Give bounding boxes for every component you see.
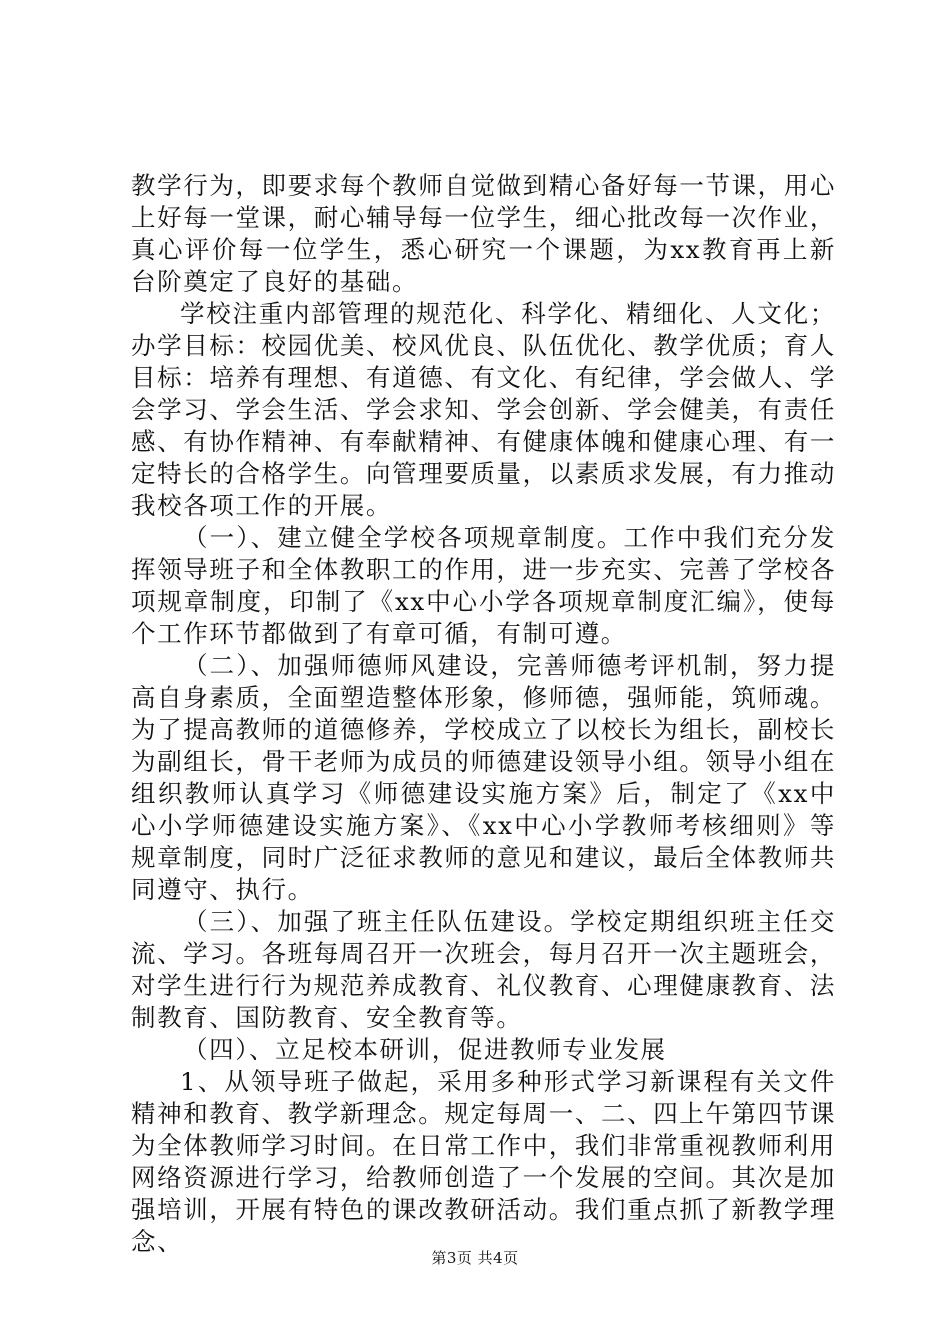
paragraph-item-one: 1、从领导班子做起，采用多种形式学习新课程有关文件精神和教育、教学新理念。规定每周一、二、四上午第四节课为全体教师学习时间。在日常工作中，我们非常重视教师利用网络资源进行学习，给教师创造了一个发展的空间。其次是加强培训，开展有特色的课改教研活动。我们重点抓了新教学理念、 xyxy=(131,1067,836,1256)
paragraph-teaching-behavior: 教学行为，即要求每个教师自觉做到精心备好每一节课，用心上好每一堂课，耐心辅导每一位学生，细心批改每一次作业，真心评价每一位学生，悉心研究一个课题，为xx教育再上新台阶奠定了良好的基础。 xyxy=(131,171,836,296)
paragraph-section-four-heading: （四）、立足校本研训，促进教师专业发展 xyxy=(183,1035,667,1064)
document-body xyxy=(131,170,836,1258)
paragraph-section-one: （一）、建立健全学校各项规章制度。工作中我们充分发挥领导班子和全体教职工的作用，进一步充实、完善了学校各项规章制度，印制了《xx中心小学各项规章制度汇编》，使每个工作环节都做到了有章可循，有制可遵。 xyxy=(131,523,836,648)
paragraph-school-management: 学校注重内部管理的规范化、科学化、精细化、人文化；办学目标：校园优美、校风优良、队伍优化、教学优质；育人目标：培养有理想、有道德、有文化、有纪律，学会做人、学会学习、学会生活、学会求知、学会创新、学会健美，有责任感、有协作精神、有奉献精神、有健康体魄和健康心理、有一定特长的合格学生。向管理要质量，以素质求发展，有力推动我校各项工作的开展。 xyxy=(131,299,836,520)
paragraph-section-three: （三）、加强了班主任队伍建设。学校定期组织班主任交流、学习。各班每周召开一次班会，每月召开一次主题班会，对学生进行行为规范养成教育、礼仪教育、心理健康教育、法制教育、国防教育、安全教育等。 xyxy=(131,907,836,1032)
paragraph-section-two: （二）、加强师德师风建设，完善师德考评机制，努力提高自身素质，全面塑造整体形象，修师德，强师能，筑师魂。为了提高教师的道德修养，学校成立了以校长为组长，副校长为副组长，骨干老师为成员的师德建设领导小组。领导小组在组织教师认真学习《师德建设实施方案》后，制定了《xx中心小学师德建设实施方案》、《xx中心小学教师考核细则》等规章制度，同时广泛征求教师的意见和建议，最后全体教师共同遵守、执行。 xyxy=(131,651,836,904)
page-number-footer: 第3页 共4页 xyxy=(431,1249,519,1267)
